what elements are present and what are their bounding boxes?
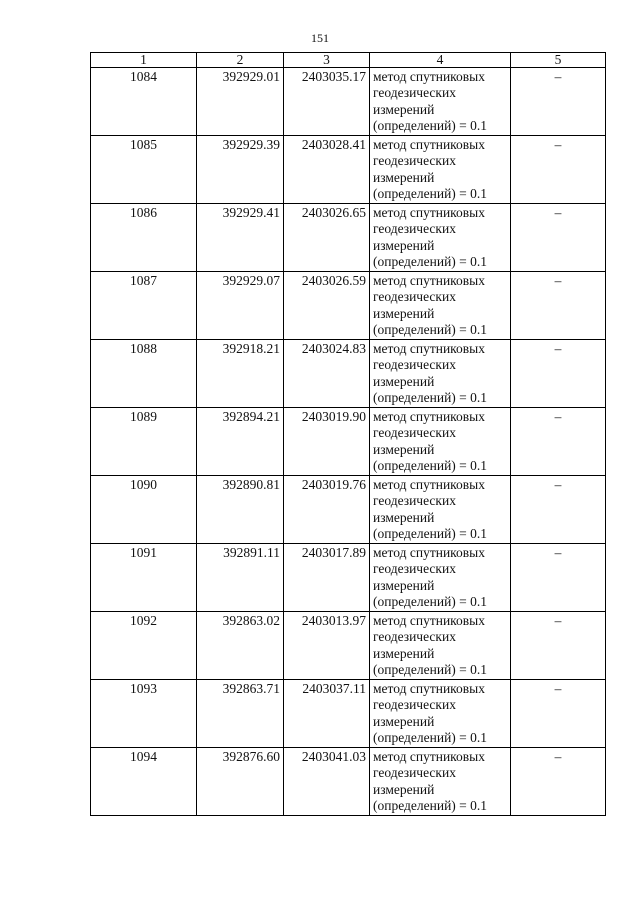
- table-row: [91, 476, 606, 544]
- y-coordinate-cell: 2403041.03: [284, 748, 370, 816]
- method-cell: метод спутниковых геодезических измерений (определений) = 0.1: [370, 612, 511, 680]
- description-cell: –: [511, 204, 606, 272]
- description-cell: –: [511, 408, 606, 476]
- method-cell: метод спутниковых геодезических измерений (определений) = 0.1: [370, 204, 511, 272]
- method-cell: метод спутниковых геодезических измерений (определений) = 0.1: [370, 272, 511, 340]
- point-number-cell: 1086: [91, 204, 197, 272]
- y-coordinate-cell: 2403019.90: [284, 408, 370, 476]
- x-coordinate-cell: 392890.81: [197, 476, 284, 544]
- coordinates-table: [90, 52, 606, 816]
- method-cell: метод спутниковых геодезических измерений (определений) = 0.1: [370, 680, 511, 748]
- table-row: [91, 340, 606, 408]
- table-row: [91, 748, 606, 816]
- column-header: 1: [91, 53, 197, 68]
- x-coordinate-cell: 392876.60: [197, 748, 284, 816]
- table-row: [91, 680, 606, 748]
- x-coordinate-cell: 392918.21: [197, 340, 284, 408]
- column-header: 2: [197, 53, 284, 68]
- x-coordinate-cell: 392929.01: [197, 68, 284, 136]
- x-coordinate-cell: 392929.39: [197, 136, 284, 204]
- y-coordinate-cell: 2403017.89: [284, 544, 370, 612]
- description-cell: –: [511, 544, 606, 612]
- point-number-cell: 1093: [91, 680, 197, 748]
- method-cell: метод спутниковых геодезических измерений (определений) = 0.1: [370, 136, 511, 204]
- method-cell: метод спутниковых геодезических измерений (определений) = 0.1: [370, 340, 511, 408]
- description-cell: –: [511, 612, 606, 680]
- method-cell: метод спутниковых геодезических измерений (определений) = 0.1: [370, 748, 511, 816]
- column-header: 3: [284, 53, 370, 68]
- table-row: [91, 136, 606, 204]
- table-row: [91, 272, 606, 340]
- table-row: [91, 612, 606, 680]
- point-number-cell: 1090: [91, 476, 197, 544]
- point-number-cell: 1084: [91, 68, 197, 136]
- x-coordinate-cell: 392863.02: [197, 612, 284, 680]
- table-body: [91, 68, 606, 816]
- table-row: [91, 544, 606, 612]
- method-cell: метод спутниковых геодезических измерений (определений) = 0.1: [370, 476, 511, 544]
- description-cell: –: [511, 340, 606, 408]
- x-coordinate-cell: 392929.41: [197, 204, 284, 272]
- y-coordinate-cell: 2403035.17: [284, 68, 370, 136]
- table-row: [91, 408, 606, 476]
- description-cell: –: [511, 476, 606, 544]
- point-number-cell: 1088: [91, 340, 197, 408]
- method-cell: метод спутниковых геодезических измерений (определений) = 0.1: [370, 68, 511, 136]
- point-number-cell: 1092: [91, 612, 197, 680]
- table-row: [91, 204, 606, 272]
- y-coordinate-cell: 2403026.65: [284, 204, 370, 272]
- y-coordinate-cell: 2403026.59: [284, 272, 370, 340]
- description-cell: –: [511, 748, 606, 816]
- description-cell: –: [511, 136, 606, 204]
- y-coordinate-cell: 2403024.83: [284, 340, 370, 408]
- point-number-cell: 1094: [91, 748, 197, 816]
- x-coordinate-cell: 392929.07: [197, 272, 284, 340]
- method-cell: метод спутниковых геодезических измерений (определений) = 0.1: [370, 408, 511, 476]
- column-header: 5: [511, 53, 606, 68]
- y-coordinate-cell: 2403037.11: [284, 680, 370, 748]
- point-number-cell: 1085: [91, 136, 197, 204]
- x-coordinate-cell: 392894.21: [197, 408, 284, 476]
- y-coordinate-cell: 2403028.41: [284, 136, 370, 204]
- table-header-row: [91, 53, 606, 68]
- y-coordinate-cell: 2403013.97: [284, 612, 370, 680]
- description-cell: –: [511, 68, 606, 136]
- page-number: 151: [311, 31, 329, 45]
- x-coordinate-cell: 392891.11: [197, 544, 284, 612]
- description-cell: –: [511, 680, 606, 748]
- method-cell: метод спутниковых геодезических измерений (определений) = 0.1: [370, 544, 511, 612]
- description-cell: –: [511, 272, 606, 340]
- column-header: 4: [370, 53, 511, 68]
- y-coordinate-cell: 2403019.76: [284, 476, 370, 544]
- point-number-cell: 1089: [91, 408, 197, 476]
- x-coordinate-cell: 392863.71: [197, 680, 284, 748]
- table-row: [91, 68, 606, 136]
- point-number-cell: 1087: [91, 272, 197, 340]
- point-number-cell: 1091: [91, 544, 197, 612]
